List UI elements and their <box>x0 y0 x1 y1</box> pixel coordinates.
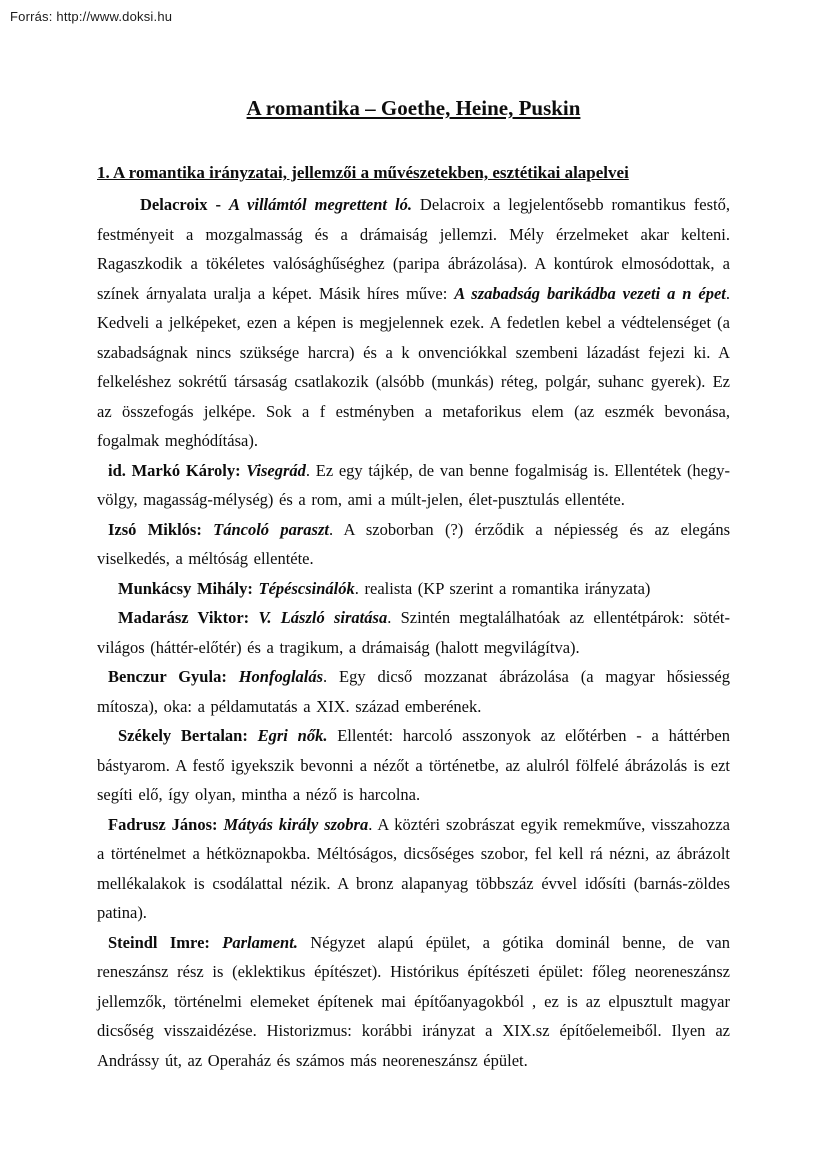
text-run: . Szintén megtalálhatóak az ellentétpárok: sötét-világos (háttér-előtér) és a tragikum, a drámaiság (halott megvilágítva). <box>97 608 730 657</box>
page-title: A romantika – Goethe, Heine, Puskin <box>246 96 581 120</box>
text-run: . Ez egy tájkép, de van benne fogalmiság is. Ellentétek (hegy-völgy, magasság-mélység) és a rom, ami a múlt-jelen, élet-pusztulás ellentéte. <box>97 460 731 509</box>
text-run: . Egy dicső mozzanat ábrázolása (a magyar hősiesség mítosza), oka: a példamutatás a XIX. század emberének. <box>97 667 731 716</box>
section-heading: 1. A romantika irányzatai, jellemzői a művészetekben, esztétikai alapelvei <box>97 163 629 182</box>
artwork-title: Tépéscsinálók <box>258 578 355 598</box>
artwork-title: Visegrád <box>246 460 306 480</box>
artwork-title: Egri nők. <box>257 726 328 745</box>
paragraph <box>97 603 730 662</box>
artwork-title: V. László siratása <box>258 608 388 627</box>
text-run: Négyzet alapú épület, a gótika dominál benne, de van reneszánsz rész is (eklektikus építészet). Histórikus építészeti épület: főleg neoreneszánsz jellemzők, történelmi elemeket építenek mai építőanyagokból , ez is az elpusztult magyar dicsőség visszaidézése. Historizmus: korábbi irányzat a XIX.sz építőelemeiből. Ilyen az Andrássy út, az Operaház és számos más neoreneszánsz épület. <box>97 932 730 1070</box>
artist-name: Madarász Viktor: <box>118 608 259 627</box>
paragraph <box>97 928 730 1076</box>
text-run: . A köztéri szobrászat egyik remekműve, visszahozza a történelmet a hétköznapokba. Méltóságos, dicsőséges szobor, fel kell rá nézni, az ábrázolt mellékalakok is csodálattal nézik. A bronz alapanyag többszáz évvel idősíti (barnás-zöldes patina). <box>97 814 730 922</box>
paragraph <box>97 574 730 604</box>
artwork-title: Honfoglalás <box>238 667 324 686</box>
artwork-title: A szabadság barikádba vezeti a n épet <box>454 283 726 303</box>
artwork-title: Mátyás király szobra <box>223 814 369 834</box>
artist-name: Székely Bertalan: <box>118 726 258 745</box>
artist-name: Steindl Imre: <box>108 932 223 952</box>
artist-name: Munkácsy Mihály: <box>118 578 259 598</box>
text-run: . A szoborban (?) érződik a népiesség és az elegáns viselkedés, a méltóság ellentéte. <box>97 519 731 568</box>
paragraph <box>97 662 730 721</box>
text-run: Ellentét: harcoló asszonyok az előtérben - a háttérben bástyarom. A festő igyekszik bevonni a nézőt a történetbe, az alulról fölfelé ábrázolás is ezt segíti elő, így olyan, mintha a néző is harcolna. <box>97 726 730 804</box>
text-run: . realista (KP szerint a romantika irányzata) <box>354 578 651 598</box>
paragraph <box>97 190 730 456</box>
paragraph <box>97 515 730 574</box>
source-url-note: Forrás: http://www.doksi.hu <box>10 9 173 24</box>
paragraph <box>97 456 730 515</box>
artwork-title: Táncoló paraszt <box>213 519 329 539</box>
artist-name: Delacroix - <box>140 195 229 214</box>
paragraphs-container <box>97 190 730 1075</box>
paragraph <box>97 721 730 810</box>
artist-name: id. Markó Károly: <box>108 460 247 480</box>
text-run: Delacroix a legjelentősebb romantikus festő, festményeit a mozgalmasság és a drámaiság jellemzi. Mély érzelmeket akar kelteni. Ragaszkodik a tökéletes valósághűséghez (paripa ábrázolása). A kontúrok elmosódottak, a színek árnyalata uralja a képet. Másik híres műve: <box>97 195 730 303</box>
artist-name: Benczur Gyula: <box>108 667 239 686</box>
artwork-title: A villámtól megrettent ló. <box>228 195 412 214</box>
artist-name: Izsó Miklós: <box>108 519 214 539</box>
artwork-title: Parlament. <box>222 932 298 952</box>
text-run: . Kedveli a jelképeket, ezen a képen is megjelennek ezek. A fedetlen kebel a védtelenséget (a szabadságnak nincs szüksége harcra) és a k onvenciókkal szembeni lázadást fejezi ki. A felkeléshez sokrétű társaság csatlakozik (alsóbb (munkás) réteg, polgár, suhanc gyerek). Ez az összefogás jelképe. Sok a f estményben a metaforikus elem (az eszmék bevonása, fogalmak meghódítása). <box>97 283 730 450</box>
paragraph <box>97 810 730 928</box>
artist-name: Fadrusz János: <box>108 814 224 834</box>
